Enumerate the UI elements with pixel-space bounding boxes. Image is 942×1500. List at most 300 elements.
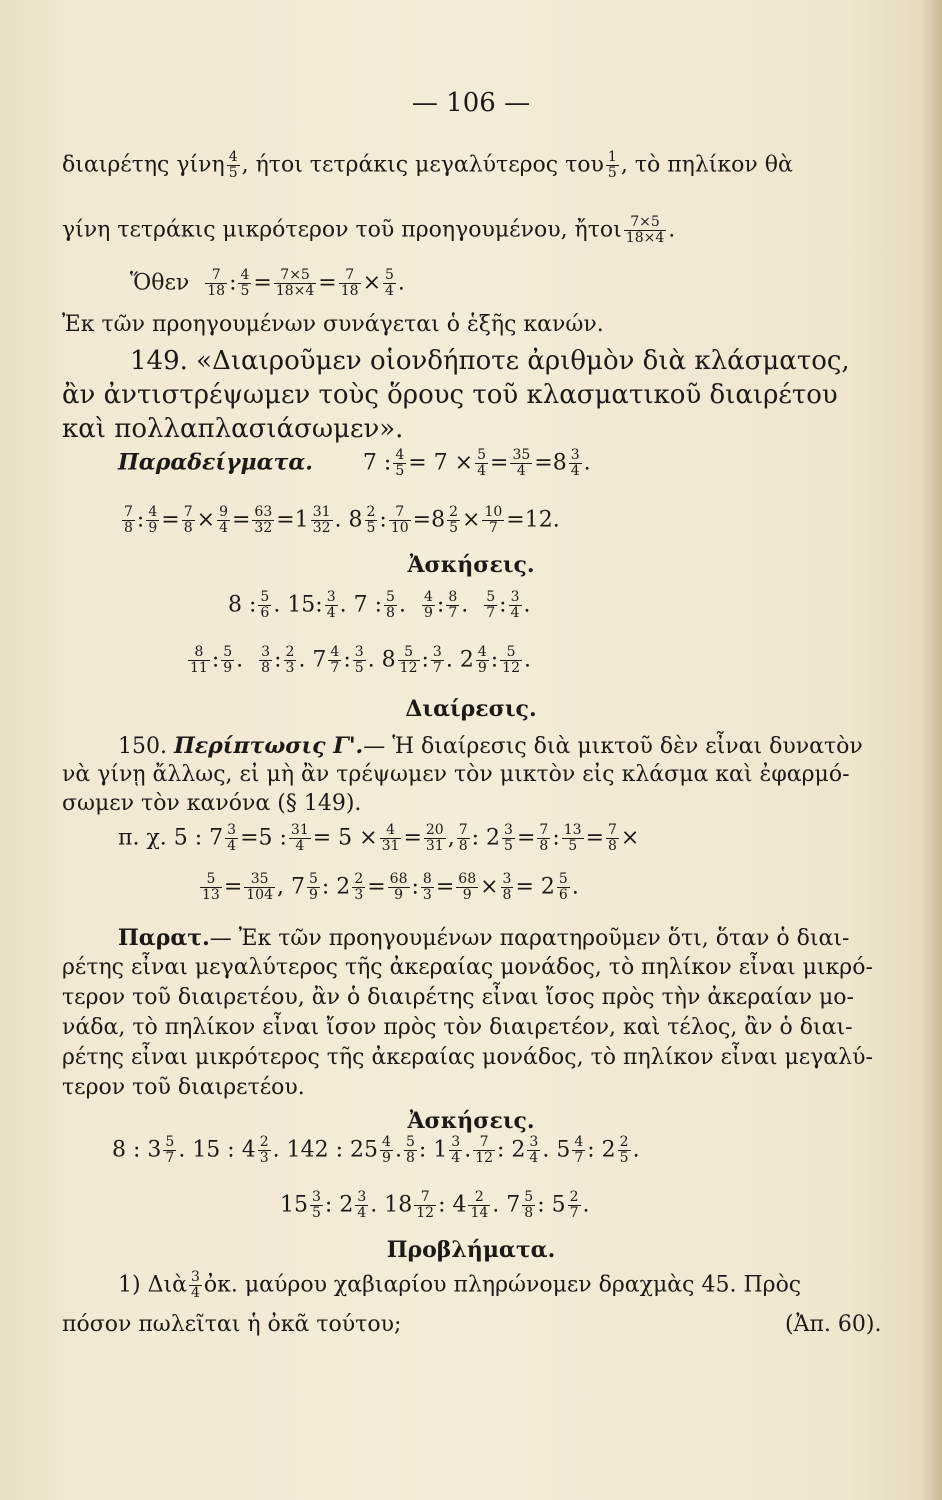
remark-line-4: νάδα, τὸ πηλίκον εἶναι ἴσον πρὸς τὸν διαιρετέον, καὶ τέλος, ἂν ὁ διαι- [62,1015,853,1040]
text: : 2 [587,1137,616,1163]
fraction [456,872,478,903]
fraction [221,645,234,676]
numerator: 3 [326,589,336,605]
fraction [163,1135,176,1166]
denominator: 9 [423,605,433,621]
exercises-line-2 [186,645,531,676]
page-edge-shadow [920,0,942,1500]
examples-line-2 [120,505,560,536]
remark-line-1 [118,925,849,952]
denominator: 5 [366,520,376,536]
denominator: 5 [619,1150,629,1166]
text: 15 [280,1192,308,1218]
fraction [384,590,397,621]
fraction [557,872,570,903]
fraction [421,872,434,903]
denominator: 5 [449,520,459,536]
numerator: 4 [228,149,238,165]
operator: . 7 [298,647,327,673]
fraction [393,448,406,479]
text: . [523,592,531,618]
fraction [352,872,365,903]
text: = [585,825,604,851]
numerator: 9 [219,504,228,520]
numerator: 8 [188,645,210,661]
fraction [188,645,210,676]
text-line-4: Ἐκ τῶν προηγουμένων συνάγεται ὁ ἑξῆς κανών. [62,312,604,337]
denominator: 32 [254,520,273,536]
fraction [274,268,316,299]
text: . [464,1137,472,1163]
denominator: 6 [558,887,568,903]
denominator: 9 [223,660,233,676]
text: : [499,592,507,618]
text: = 2 [515,874,555,900]
fraction [383,268,396,299]
denominator: 12 [502,660,520,676]
text: =5 : [240,825,287,851]
operator: : [379,507,387,533]
numerator: 2 [619,1134,629,1150]
fraction [339,268,361,299]
text: 8 : 3 [112,1137,162,1163]
numerator: 5 [398,645,420,661]
denominator: 7 [448,605,458,621]
rule-149-line-3: καὶ πολλαπλασιάσωμεν». [62,414,404,444]
fraction [259,645,272,676]
text: 7 : [362,450,392,476]
operator: : [136,507,145,533]
text: : [411,874,419,900]
denominator: 8 [183,520,193,536]
denominator: 8 [261,660,271,676]
numerator: 3 [190,1269,200,1285]
rule-149-line-2: ἂν ἀντιστρέψωμεν τοὺς ὅρους τοῦ κλασματικοῦ διαιρέτου [62,380,838,410]
denominator: 32 [312,520,331,536]
numerator: 5 [200,872,222,888]
text: . [571,874,579,900]
exercises-line-4 [280,1190,590,1221]
fraction [468,1190,490,1221]
text: ὀκ. μαύρου χαβιαρίου πληρώνομεν δραχμὰς 45. Πρὸς [203,1272,802,1298]
numerator: 5 [165,1134,175,1150]
denominator: 104 [246,887,273,903]
numerator: 2 [354,871,364,887]
denominator: 8 [386,605,395,621]
fraction [606,150,619,181]
fraction [146,505,159,536]
text: : 2 [324,1192,354,1218]
operator: × [196,507,216,533]
text: Ὅθεν [130,270,190,296]
denominator: 7 [488,520,498,536]
fraction [624,215,666,246]
numerator: 7 [458,822,468,838]
operator: =8 [412,507,446,533]
numerator: 7 [608,822,617,838]
fraction [200,872,222,903]
page-number: — 106 — [411,88,531,118]
fraction [537,823,550,854]
text: : 2 [471,825,501,851]
numerator: 3 [312,1189,321,1205]
text: . [632,1137,640,1163]
fraction [353,645,366,676]
fraction [328,645,341,676]
denominator: 12 [399,660,418,676]
denominator: 4 [570,463,580,479]
text: : [552,825,560,851]
text: . [398,592,406,618]
fraction [482,505,504,536]
denominator: 4 [385,283,394,299]
section-title: Περίπτωσις Γ'. [173,733,364,759]
operator: =12. [506,507,560,533]
denominator: 7 [486,605,496,621]
denominator: 5 [354,660,364,676]
text: = [223,874,243,900]
text: π. χ. 5 : 7 [118,825,224,851]
fraction [449,1135,462,1166]
denominator: 5 [504,838,513,854]
numerator: 4 [477,644,487,660]
divisions-heading: Διαίρεσις. [405,696,537,722]
remark-label: Παρατ. [118,925,210,951]
fraction [502,823,515,854]
denominator: 6 [260,605,270,621]
text: 8 : [228,592,257,618]
fraction [307,872,320,903]
numerator: 3 [570,447,580,463]
problem-1-answer: (Ἀπ. 60). [785,1312,882,1337]
numerator: 3 [502,871,512,887]
text: . 7 [492,1192,521,1218]
fraction [365,505,378,536]
numerator: 35 [512,447,531,463]
numerator: 3 [261,644,271,660]
numerator: 5 [260,589,270,605]
text: . 7 : [339,592,383,618]
operator: = [253,270,272,296]
fraction [422,590,435,621]
denominator: 11 [190,660,208,676]
fraction [122,505,135,536]
fraction [484,590,497,621]
fraction [244,872,275,903]
fraction [238,268,251,299]
fraction [398,645,420,676]
text: = [367,874,386,900]
numerator: 8 [448,589,458,605]
text: : 1 [418,1137,448,1163]
examples-label: Παραδείγματα. [118,449,313,476]
numerator: 4 [240,267,250,283]
fraction [311,505,333,536]
text: γίνη τετράκις μικρότερον τοῦ προηγουμένου, ἤτοι [62,217,622,243]
case-150-line-1 [118,733,863,760]
fraction [217,505,230,536]
operator: × [362,270,381,296]
fraction [388,872,410,903]
operator: . [397,270,405,296]
numerator: 31 [290,822,309,838]
remark-line-5: ρέτης εἶναι μικρότερος τῆς ἀκεραίας μονάδος, τὸ πηλίκον εἶναι μεγαλύ- [62,1045,873,1070]
denominator: 4 [477,463,487,479]
text: . [461,592,469,618]
numerator: 4 [395,447,405,463]
problems-heading: Προβλήματα. [386,1237,556,1263]
operator: . 8 [334,507,363,533]
operator: = [231,507,251,533]
denominator: 7 [330,660,340,676]
text: : 4 [438,1192,467,1218]
exercises-heading-1: Ἀσκήσεις. [407,552,535,578]
fraction [473,1135,495,1166]
denominator: 5 [395,463,405,479]
numerator: 7 [205,268,227,284]
text: : [436,592,445,618]
numerator: 2 [449,504,459,520]
fraction [562,823,584,854]
numerator: 3 [529,1134,539,1150]
exercises-line-3 [112,1135,640,1166]
fraction [258,590,271,621]
fraction [310,1190,323,1221]
numerator: 5 [223,644,233,660]
text: . 142 : 25 [272,1137,379,1163]
numerator: 5 [385,267,394,283]
problem-1-line-1 [118,1270,801,1301]
fraction [325,590,338,621]
denominator: 3 [354,887,364,903]
numerator: 3 [451,1134,461,1150]
denominator: 5 [240,283,250,299]
fraction [225,823,238,854]
denominator: 18 [340,283,359,299]
operator: : [229,270,237,296]
operator: = [161,507,180,533]
denominator: 18×4 [625,230,665,246]
fraction [510,448,532,479]
exercises-line-1 [228,590,531,621]
fraction [289,823,311,854]
fraction [414,1190,436,1221]
operator: = [318,270,337,296]
denominator: 9 [308,887,318,903]
text: = 5 × [312,825,378,851]
operator: : [421,647,429,673]
text: , ήτοι τετράκις μεγαλύτερος του [241,152,604,178]
numerator: 7 [539,822,549,838]
numerator: 7 [339,268,361,284]
numerator: 5 [477,447,487,463]
denominator: 13 [202,887,220,903]
denominator: 18 [207,283,226,299]
numerator: 3 [504,822,513,838]
fraction [424,823,446,854]
denominator: 31 [381,838,400,854]
operator: . 8 [367,647,396,673]
numerator: 5 [500,645,522,661]
equation-hence [130,268,405,299]
text: διαιρέτης γίνη [62,152,225,178]
denominator: 9 [148,520,158,536]
denominator: 7 [569,1205,579,1221]
text: = [516,825,536,851]
numerator: 4 [330,644,340,660]
fraction [189,1270,202,1301]
denominator: 3 [422,887,432,903]
numerator: 2 [468,1190,490,1206]
text: , [447,825,455,851]
denominator: 8 [539,838,549,854]
text: . [582,1192,590,1218]
numerator: 2 [285,644,295,660]
denominator: 7 [574,1150,584,1166]
text: , τὸ πηλίκον θὰ [620,152,793,178]
denominator: 5 [228,165,238,181]
numerator: 20 [425,822,444,838]
fraction [380,823,402,854]
fraction [569,448,582,479]
rule-149-line-1: 149. «Διαιροῦμεν οἱονδήποτε ἀριθμὸν διὰ κλάσματος, [130,346,850,376]
operator: : [343,647,351,673]
operator: =1 [276,507,309,533]
remark-line-2: ρέτης εἶναι μεγαλύτερος τῆς ἀκεραίας μονάδος, τὸ πηλίκον εἶναι μικρό- [62,955,873,980]
fraction [618,1135,631,1166]
numerator: 10 [484,504,503,520]
numerator: 3 [432,644,442,660]
text: × [620,825,640,851]
denominator: 8 [405,1150,415,1166]
denominator: 8 [524,1205,534,1221]
fraction [389,505,411,536]
operator: : [211,647,220,673]
denominator: 4 [190,1285,200,1301]
text: — Ἡ διαίρεσις διὰ μικτοῦ δὲν εἶναι δυνατὸν [363,734,863,759]
denominator: 4 [451,1150,461,1166]
text: × [480,874,499,900]
fraction [509,590,522,621]
fraction [252,505,274,536]
numerator: 7 [183,504,193,520]
denominator: 10 [390,520,409,536]
text: . 15 : 4 [178,1137,256,1163]
fraction [205,268,227,299]
denominator: 9 [382,1150,391,1166]
case-150-line-2: νὰ γίνῃ ἄλλως, εἰ μὴ ἂν τρέψωμεν τὸν μικτὸν εἰς κλάσμα καὶ ἐφαρμό- [62,762,850,787]
denominator: 18×4 [275,283,315,299]
denominator: 4 [357,1205,367,1221]
text: 1) Διὰ [118,1272,187,1298]
fraction [446,590,459,621]
numerator: 7×5 [274,268,316,284]
operator: : [490,647,499,673]
numerator: 63 [254,504,273,520]
denominator: 14 [470,1205,489,1221]
fraction [380,1135,393,1166]
denominator: 5 [312,1205,321,1221]
denominator: 8 [502,887,512,903]
text: . 5 [542,1137,571,1163]
numerator: 68 [389,871,408,887]
problem-1-line-2: πόσον πωλεῖται ἡ ὀκᾶ τούτου; [62,1312,402,1337]
numerator: 2 [366,504,376,520]
numerator: 35 [244,872,275,888]
numerator: 5 [486,589,496,605]
text: = 7 × [408,450,474,476]
text: : 2 [321,874,351,900]
text-line-1 [62,150,793,181]
remark-line-6: τερον τοῦ διαιρετέου. [62,1075,305,1100]
numerator: 3 [227,822,237,838]
example-line-2 [198,872,579,903]
numerator: 3 [354,644,364,660]
numerator: 4 [382,1134,391,1150]
denominator: 12 [416,1205,435,1221]
numerator: 7 [473,1135,495,1151]
operator: : [274,647,282,673]
text: = [490,450,509,476]
fraction [476,645,489,676]
numerator: 31 [312,504,331,520]
case-150-line-3: σωμεν τὸν κανόνα (§ 149). [62,791,362,816]
operator: . [524,647,531,673]
denominator: 12 [475,1150,494,1166]
text: . [668,217,676,243]
denominator: 9 [394,887,404,903]
denominator: 9 [477,660,487,676]
text: = [435,874,455,900]
fraction [227,150,240,181]
numerator: 3 [510,589,520,605]
numerator: 4 [423,589,433,605]
numerator: 68 [458,871,477,887]
fraction [431,645,444,676]
fraction [501,872,514,903]
text: , 7 [277,874,305,900]
text: : 2 [497,1137,526,1163]
text: . [394,1137,402,1163]
denominator: 4 [516,463,526,479]
numerator: 8 [422,871,432,887]
fraction [572,1135,585,1166]
text: =8 [534,450,567,476]
denominator: 5 [607,165,617,181]
denominator: 4 [529,1150,539,1166]
fraction [258,1135,271,1166]
numerator: 5 [558,871,568,887]
text: = [403,825,422,851]
numerator: 2 [259,1134,269,1150]
denominator: 31 [425,838,444,854]
fraction [457,823,470,854]
denominator: 4 [219,520,228,536]
exercises-heading-2: Ἀσκήσεις. [407,1108,535,1134]
denominator: 8 [458,838,468,854]
text-line-2 [62,215,675,246]
numerator: 5 [405,1134,415,1150]
numerator: 5 [524,1189,534,1205]
text: . 15: [273,592,323,618]
denominator: 3 [259,1150,269,1166]
text: — Ἐκ τῶν προηγουμένων παρατηροῦμεν ὅτι, ὅταν ὁ διαι- [209,926,850,951]
denominator: 7 [165,1150,175,1166]
example-line-1 [118,823,639,854]
fraction [284,645,297,676]
fraction [355,1190,368,1221]
text: : 5 [537,1192,566,1218]
